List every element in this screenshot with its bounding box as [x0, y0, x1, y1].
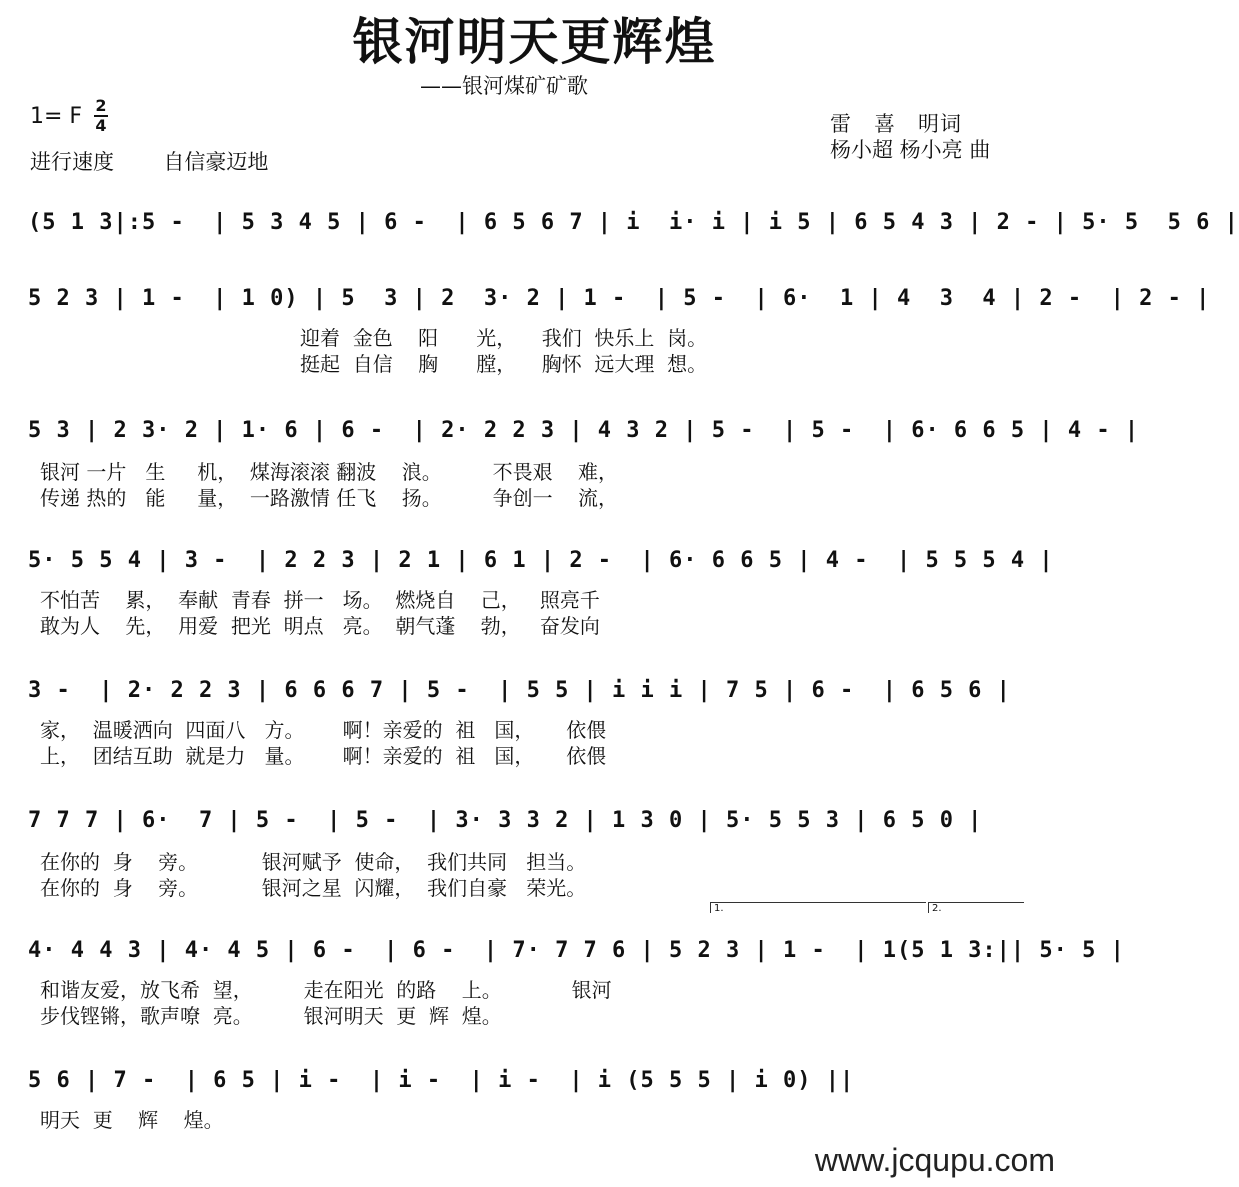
volta-bracket-2: 2. [928, 902, 1024, 913]
tempo-label: 进行速度 [30, 150, 114, 174]
lyric-verse-2: 在你的 身 旁。 银河之星 闪耀， 我们自豪 荣光。 [40, 876, 587, 900]
time-signature [94, 98, 108, 134]
lyric-verse-2: 步伐铿锵，歌声嘹 亮。 银河明天 更 辉 煌。 [40, 1004, 502, 1028]
lyric-verse-1: 在你的 身 旁。 银河赋予 使命， 我们共同 担当。 [40, 850, 587, 874]
lyric-verse-2: 上， 团结互助 就是力 量。 啊！亲爱的 祖 国， 依偎 [40, 744, 607, 768]
composer-credit: 杨小超 杨小亮 曲 [830, 138, 991, 162]
notation-line: 5 3 | 2 3· 2 | 1· 6 | 6 - | 2· 2 2 3 | 4 3 2 | 5 - | 5 - | 6· 6 6 5 | 4 - | [28, 418, 1140, 443]
notation-line: (5 1 3|:5 - | 5 3 4 5 | 6 - | 6 5 6 7 | i i· i | i 5 | 6 5 4 3 | 2 - | 5· 5 5 6 | [28, 210, 1239, 235]
notation-line: 5· 5 5 4 | 3 - | 2 2 3 | 2 1 | 6 1 | 2 - | 6· 6 6 5 | 4 - | 5 5 5 4 | [28, 548, 1054, 573]
lyric-verse-1: 不怕苦 累， 奉献 青春 拼一 场。 燃烧自 己， 照亮千 [40, 588, 600, 612]
song-subtitle: ——银河煤矿矿歌 [420, 74, 588, 98]
notation-line: 4· 4 4 3 | 4· 4 5 | 6 - | 6 - | 7· 7 7 6 | 5 2 3 | 1 - | 1(5 1 3:|| 5· 5 | [28, 938, 1125, 963]
notation-line: 5 6 | 7 - | 6 5 | i - | i - | i - | i (5 5 5 | i 0) || [28, 1068, 855, 1093]
tempo-marking [30, 146, 268, 176]
lyric-verse-1: 和谐友爱，放飞希 望， 走在阳光 的路 上。 银河 [40, 978, 612, 1002]
lyric-verse-1: 迎着 金色 阳 光， 我们 快乐上 岗。 [300, 326, 708, 350]
song-title: 银河明天更辉煌 [352, 13, 717, 71]
lyric-verse-1: 银河 一片 生 机， 煤海滚滚 翻波 浪。 不畏艰 难， [40, 460, 619, 484]
lyric-verse-1: 家， 温暖洒向 四面八 方。 啊！亲爱的 祖 国， 依偎 [40, 718, 607, 742]
notation-line: 3 - | 2· 2 2 3 | 6 6 6 7 | 5 - | 5 5 | i i i | 7 5 | 6 - | 6 5 6 | [28, 678, 1011, 703]
lyric-verse-2: 敢为人 先， 用爱 把光 明点 亮。 朝气蓬 勃， 奋发向 [40, 614, 600, 638]
time-sig-bottom: 4 [95, 116, 107, 135]
lyricist-credit: 雷 喜 明词 [830, 112, 962, 136]
notation-line: 7 7 7 | 6· 7 | 5 - | 5 - | 3· 3 3 2 | 1 3 0 | 5· 5 5 3 | 6 5 0 | [28, 808, 983, 833]
key-signature: 1= F [30, 104, 83, 129]
volta-bracket-1: 1. [710, 902, 926, 913]
time-sig-top: 2 [95, 96, 107, 115]
lyric-verse-2: 传递 热的 能 量， 一路激情 任飞 扬。 争创一 流， [40, 486, 619, 510]
lyric-verse-2: 挺起 自信 胸 膛， 胸怀 远大理 想。 [300, 352, 708, 376]
lyric-verse-1: 明天 更 辉 煌。 [40, 1108, 224, 1132]
notation-line: 5 2 3 | 1 - | 1 0) | 5 3 | 2 3· 2 | 1 - | 5 - | 6· 1 | 4 3 4 | 2 - | 2 - | [28, 286, 1211, 311]
tempo-text: 自信豪迈地 [163, 150, 269, 174]
site-watermark: www.jcqupu.com [814, 1142, 1055, 1178]
